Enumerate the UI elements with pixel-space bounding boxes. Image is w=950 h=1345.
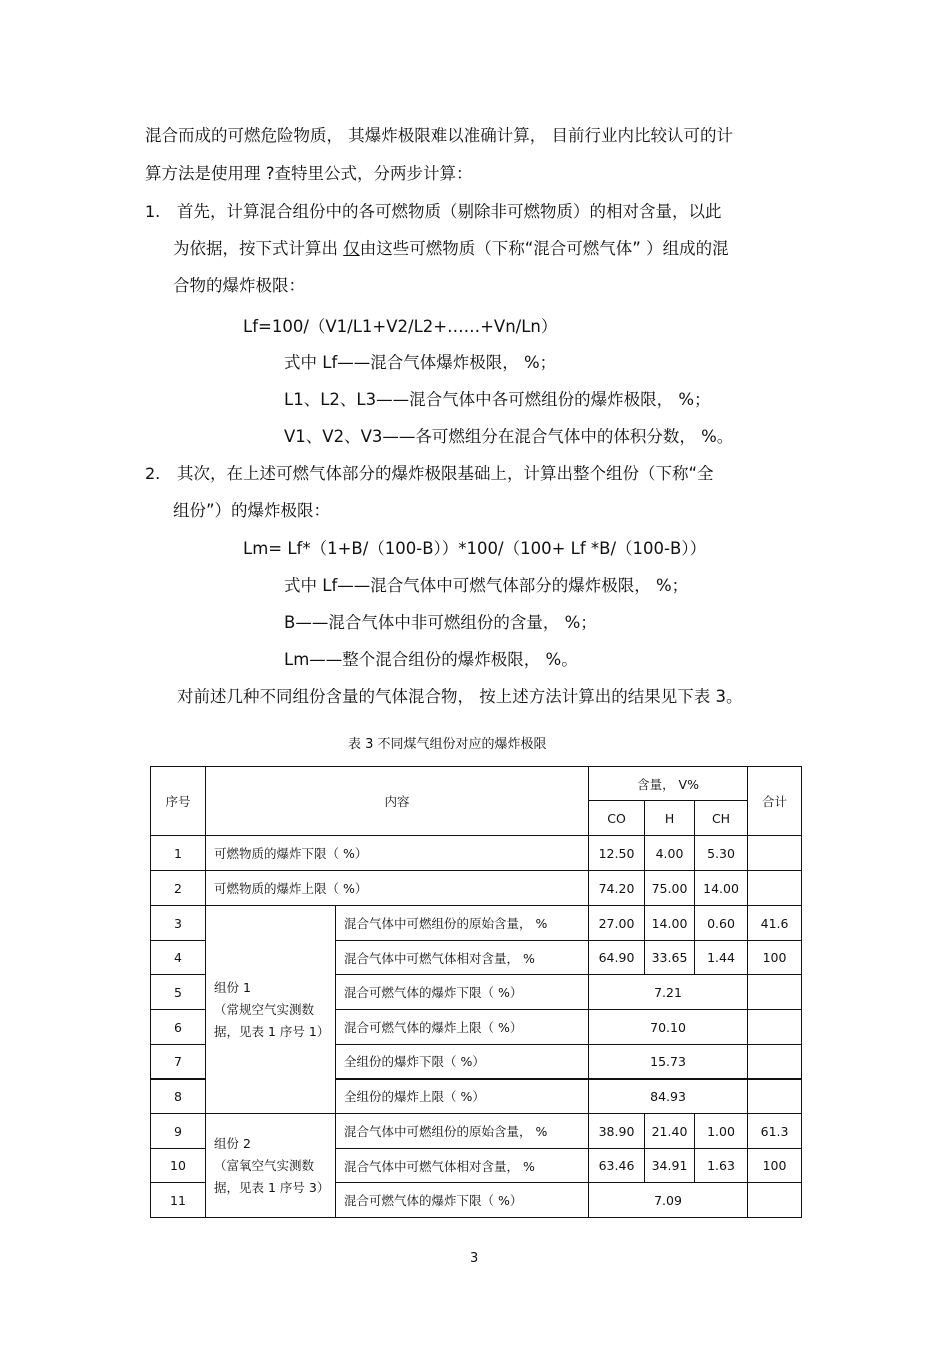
cell-label: 可燃物质的爆炸下限（ %） — [206, 836, 589, 871]
group-label-line: （富氧空气实测数 — [214, 1157, 315, 1173]
table-header-row — [151, 767, 802, 801]
formula: Lf=100/（V1/L1+V2/L2+……+Vn/Ln） — [243, 317, 558, 336]
formula-definition: Lm——整个混合组份的爆炸极限， %。 — [284, 650, 578, 669]
group-label-line: （常规空气实测数 — [214, 1001, 315, 1017]
group-1-label — [206, 906, 336, 1114]
paragraph-line: 组份”）的爆炸极限： — [173, 501, 331, 520]
cell-ch: 14.00 — [695, 871, 748, 906]
paragraph-line: 算方法是使用理 ?查特里公式，分两步计算： — [145, 164, 473, 183]
cell-ch: 1.00 — [695, 1114, 748, 1149]
cell-seq: 6 — [151, 1010, 206, 1045]
cell-merged-value: 70.10 — [589, 1010, 748, 1045]
formula-definition: V1、V2、V3——各可燃组分在混合气体中的体积分数， %。 — [284, 427, 734, 446]
cell-merged-value: 7.21 — [589, 975, 748, 1010]
cell-seq: 7 — [151, 1045, 206, 1079]
group-label-line: 组份 1 — [214, 979, 251, 995]
header-co: CO — [589, 801, 645, 836]
cell-merged-value: 84.93 — [589, 1079, 748, 1114]
cell-seq: 9 — [151, 1114, 206, 1149]
cell-seq: 5 — [151, 975, 206, 1010]
cell-total — [748, 1079, 802, 1114]
cell-total: 100 — [748, 941, 802, 975]
cell-ch: 5.30 — [695, 836, 748, 871]
cell-seq: 10 — [151, 1149, 206, 1183]
table-row — [151, 836, 802, 871]
cell-total — [748, 1010, 802, 1045]
cell-total: 41.6 — [748, 906, 802, 941]
cell-label: 混合可燃气体的爆炸上限（ %） — [336, 1010, 589, 1045]
group-label-line: 组份 2 — [214, 1135, 251, 1151]
header-h: H — [645, 801, 695, 836]
paragraph-line — [173, 239, 729, 259]
table-row — [151, 906, 802, 941]
formula-definition: L1、L2、L3——混合气体中各可燃组份的爆炸极限， %； — [284, 390, 711, 409]
cell-label: 全组份的爆炸上限（ %） — [336, 1079, 589, 1114]
header-total: 合计 — [748, 767, 802, 836]
explosion-limit-table — [150, 766, 802, 1218]
underlined-text: 仅 — [343, 239, 360, 258]
list-number: 1. — [145, 202, 161, 221]
cell-co: 12.50 — [589, 836, 645, 871]
cell-total — [748, 1183, 802, 1218]
cell-label: 全组份的爆炸下限（ %） — [336, 1045, 589, 1079]
cell-h: 21.40 — [645, 1114, 695, 1149]
text-run: 由这些可燃物质（下称“混合可燃气体” ）组成的混 — [359, 239, 729, 258]
cell-h: 34.91 — [645, 1149, 695, 1183]
cell-co: 64.90 — [589, 941, 645, 975]
cell-label: 混合可燃气体的爆炸下限（ %） — [336, 975, 589, 1010]
text-run: 为依据，按下式计算出 — [173, 239, 344, 258]
cell-ch: 1.44 — [695, 941, 748, 975]
cell-merged-value: 7.09 — [589, 1183, 748, 1218]
header-content: 内容 — [206, 767, 589, 836]
cell-label: 混合气体中可燃组份的原始含量， % — [336, 906, 589, 941]
cell-h: 4.00 — [645, 836, 695, 871]
cell-total: 100 — [748, 1149, 802, 1183]
cell-ch: 1.63 — [695, 1149, 748, 1183]
formula-definition: 式中 Lf——混合气体中可燃气体部分的爆炸极限， %； — [284, 576, 689, 595]
header-content-pct: 含量， V% — [589, 767, 748, 801]
cell-label: 混合气体中可燃组份的原始含量， % — [336, 1114, 589, 1149]
cell-co: 27.00 — [589, 906, 645, 941]
cell-h: 75.00 — [645, 871, 695, 906]
cell-total — [748, 1045, 802, 1079]
cell-total — [748, 836, 802, 871]
header-seq: 序号 — [151, 767, 206, 836]
cell-total — [748, 871, 802, 906]
table-row — [151, 871, 802, 906]
formula-definition: 式中 Lf——混合气体爆炸极限， %； — [284, 353, 557, 372]
formula: Lm= Lf*（1+B/（100-B））*100/（100+ Lf *B/（100-B）） — [243, 539, 707, 558]
paragraph-line: 其次，在上述可燃气体部分的爆炸极限基础上，计算出整个组份（下称“全 — [177, 464, 714, 483]
cell-label: 混合可燃气体的爆炸下限（ %） — [336, 1183, 589, 1218]
cell-label: 混合气体中可燃气体相对含量， % — [336, 1149, 589, 1183]
cell-label: 混合气体中可燃气体相对含量， % — [336, 941, 589, 975]
cell-seq: 8 — [151, 1079, 206, 1114]
cell-seq: 4 — [151, 941, 206, 975]
cell-seq: 3 — [151, 906, 206, 941]
paragraph-line: 混合而成的可燃危险物质， 其爆炸极限难以准确计算， 目前行业内比较认可的计 — [145, 126, 733, 145]
cell-merged-value: 15.73 — [589, 1045, 748, 1079]
cell-total: 61.3 — [748, 1114, 802, 1149]
cell-h: 33.65 — [645, 941, 695, 975]
paragraph-line: 首先，计算混合组份中的各可燃物质（剔除非可燃物质）的相对含量，以此 — [177, 202, 722, 221]
cell-h: 14.00 — [645, 906, 695, 941]
table-row — [151, 1114, 802, 1149]
cell-seq: 11 — [151, 1183, 206, 1218]
group-2-label — [206, 1114, 336, 1218]
formula-definition: B——混合气体中非可燃组份的含量， %； — [284, 613, 597, 632]
paragraph-line: 对前述几种不同组份含量的气体混合物， 按上述方法计算出的结果见下表 3。 — [177, 687, 743, 706]
cell-co: 63.46 — [589, 1149, 645, 1183]
cell-co: 38.90 — [589, 1114, 645, 1149]
cell-seq: 1 — [151, 836, 206, 871]
page-number: 3 — [470, 1251, 479, 1266]
cell-ch: 0.60 — [695, 906, 748, 941]
list-number: 2. — [145, 464, 161, 483]
paragraph-line: 合物的爆炸极限： — [173, 276, 305, 295]
group-label-line: 据，见表 1 序号 3） — [214, 1179, 330, 1195]
cell-total — [748, 975, 802, 1010]
cell-seq: 2 — [151, 871, 206, 906]
cell-co: 74.20 — [589, 871, 645, 906]
table-caption: 表 3 不同煤气组份对应的爆炸极限 — [348, 737, 547, 752]
group-label-line: 据，见表 1 序号 1） — [214, 1023, 330, 1039]
header-ch: CH — [695, 801, 748, 836]
cell-label: 可燃物质的爆炸上限（ %） — [206, 871, 589, 906]
